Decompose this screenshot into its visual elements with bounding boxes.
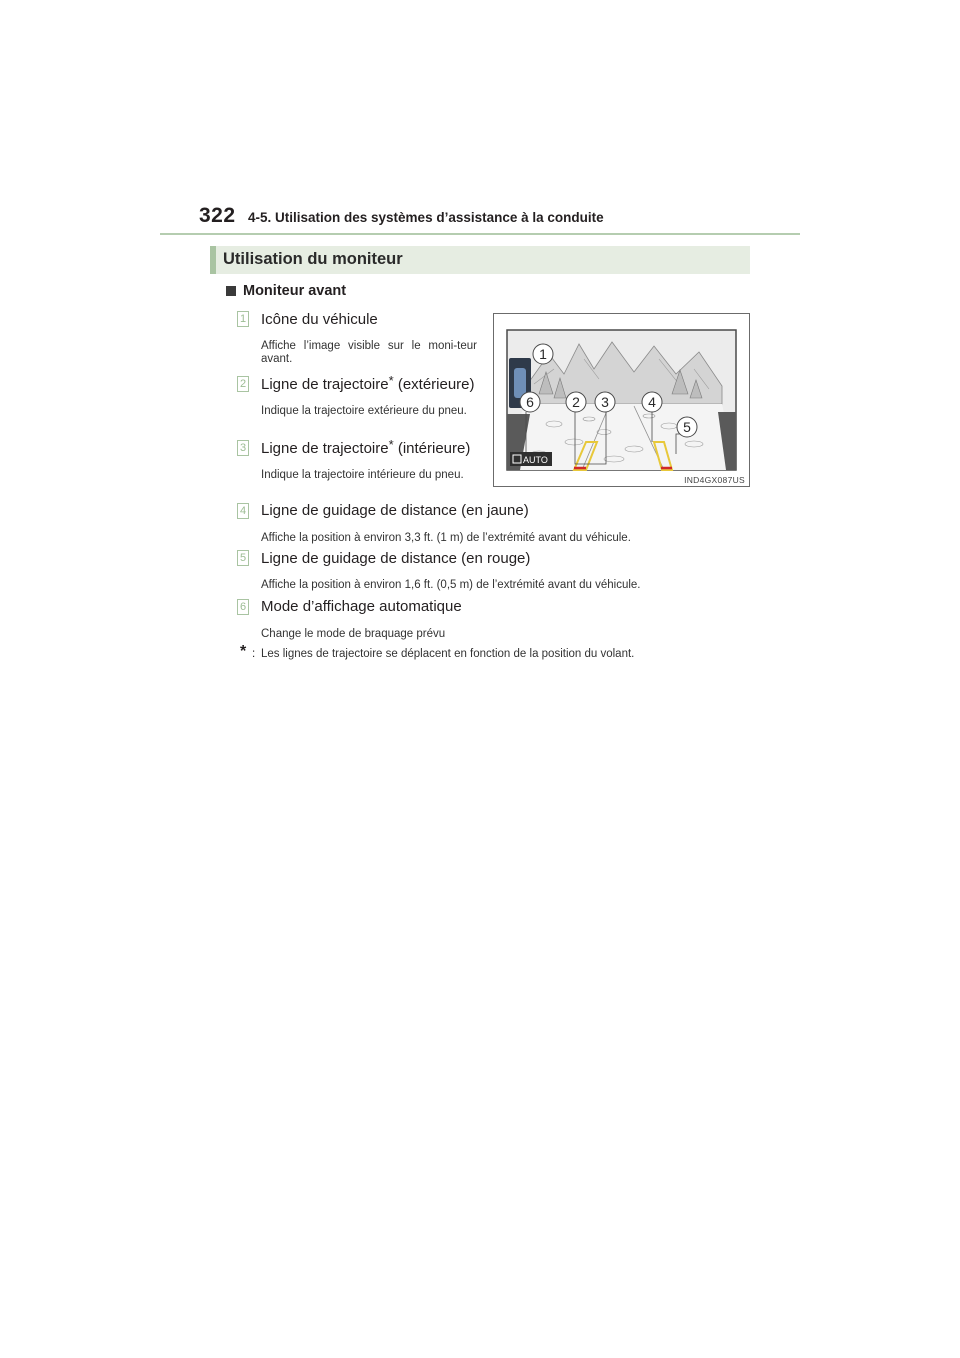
callout-6-label: 6	[526, 394, 534, 410]
item-number-1: 1	[237, 311, 249, 327]
item-title-2	[261, 373, 475, 393]
footnote-colon: :	[252, 648, 256, 660]
figure-code: IND4GX087US	[684, 475, 745, 485]
item-desc-3: Indique la trajectoire intérieure du pneu.	[261, 469, 464, 481]
footnote-star: *	[240, 643, 247, 660]
footnote-marker: *	[388, 373, 394, 388]
item-number-3: 3	[237, 440, 249, 456]
item-desc-1: Affiche l’image visible sur le moni-teur avant.	[261, 340, 477, 365]
subheading	[226, 283, 346, 299]
callout-2-label: 2	[572, 394, 580, 410]
footnote-text: Les lignes de trajectoire se déplacent en fonction de la position du volant.	[261, 648, 635, 660]
item-number-2: 2	[237, 376, 249, 392]
page-number: 322	[199, 204, 236, 227]
subheading-text: Moniteur avant	[243, 283, 347, 299]
item-desc-5: Affiche la position à environ 1,6 ft. (0,5 m) de l’extrémité avant du véhicule.	[261, 579, 641, 591]
square-bullet-icon	[226, 286, 236, 296]
callout-4-label: 4	[648, 394, 656, 410]
heading-text: Utilisation du moniteur	[223, 250, 403, 268]
item-title-4: Ligne de guidage de distance (en jaune)	[261, 502, 529, 519]
front-monitor-image	[494, 314, 749, 486]
section-heading	[210, 246, 750, 274]
item-title-2-text: Ligne de trajectoire	[261, 376, 389, 393]
item-title-3	[261, 437, 470, 457]
auto-mode-label: AUTO	[523, 455, 548, 465]
header-rule	[160, 233, 800, 235]
section-title: 4-5. Utilisation des systèmes d’assistance à la conduite	[248, 210, 604, 225]
item-title-1: Icône du véhicule	[261, 311, 378, 328]
item-number-5: 5	[237, 550, 249, 566]
item-title-6: Mode d’affichage automatique	[261, 598, 462, 615]
item-title-3-text: Ligne de trajectoire	[261, 440, 389, 457]
item-title-3-suffix: (intérieure)	[393, 440, 471, 457]
item-desc-6: Change le mode de braquage prévu	[261, 628, 446, 640]
item-title-2-suffix: (extérieure)	[393, 376, 475, 393]
monitor-illustration	[493, 313, 750, 487]
callout-3-label: 3	[601, 394, 609, 410]
item-number-4: 4	[237, 503, 249, 519]
item-number-6: 6	[237, 599, 249, 615]
callout-1-label: 1	[539, 346, 547, 362]
callout-5-label: 5	[683, 419, 691, 435]
item-title-5: Ligne de guidage de distance (en rouge)	[261, 550, 531, 567]
heading-accent-bar	[210, 246, 216, 274]
item-desc-4: Affiche la position à environ 3,3 ft. (1 m) de l’extrémité avant du véhicule.	[261, 532, 631, 544]
item-desc-2: Indique la trajectoire extérieure du pneu.	[261, 405, 467, 417]
footnote-marker: *	[388, 437, 394, 452]
